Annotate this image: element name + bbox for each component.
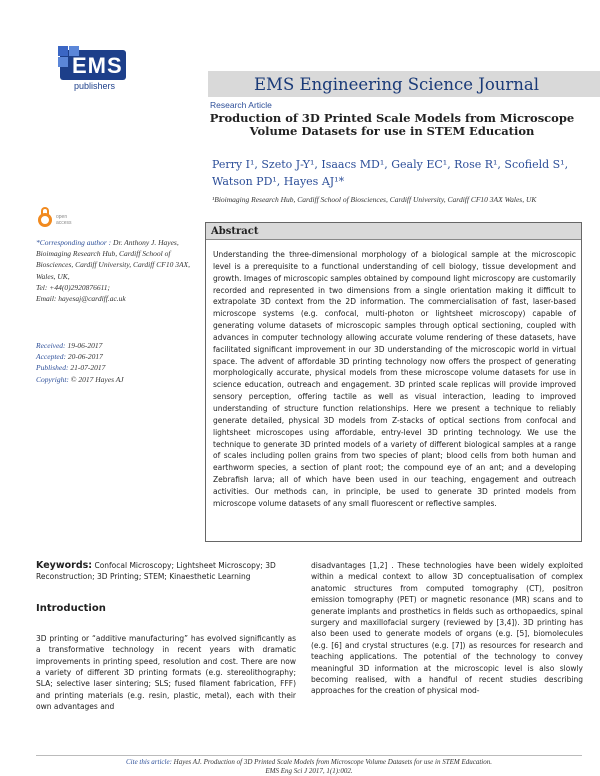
authors-line-2: Watson PD¹, Hayes AJ¹* <box>212 175 345 188</box>
abstract-heading: Abstract <box>206 223 581 240</box>
abstract-box <box>205 222 582 542</box>
author-list <box>212 156 582 190</box>
abstract-text: Understanding the three-dimensional morphology of a biological sample at the microscopic level is a prerequisite to a functional understanding of cell biology, tissue development and growth. Images of microscopic samples obtained by compound light microscopy are customarily recorded and represented in two dimensions from a single orientation making it difficult to extrapolate 3D context from the 2D information. The commercialisation of fast, laser-based microscope systems (e.g. confocal, multi-photon or lightsheet microscopy) capable of generating volume datasets of microscopic samples through optical sectioning, coupled with advances in computer technology allowing accurate volume rendering of these datasets, have facilitated significant improvement in our 3D understanding of the microscopic world in virtual space. The advent of affordable 3D printing technology now offers the prospect of generating morphologically accurate, physical models from these microscope volume datasets for use in science education, outreach and engagement. 3D printed scale replicas will provide improved sensory perception, offering tactile as well as visual interaction, leading to improved understanding of structure function relationships. Here we present a technique to reliably generate detailed, physical 3D models from Z-stacks of optical sections from confocal and lightsheet microscopes using affordable, entry-level 3D printing technology. We use the technique to generate 3D printed models of a variety of different biological samples at a range of scales including pollen grains from two species of plant; blood cells from both human and earthworm species, a section of plant root; the compound eye of an ant; and a developing Zebrafish larva; all of which have been used in our teaching, engagement and outreach activities. Our methods can, in principle, be used to generate 3D printed models from microscope volume datasets of any small fluorescent or reflective samples. <box>213 250 576 508</box>
corresponding-author-label: *Corresponding author : <box>36 238 112 247</box>
introduction-text: 3D printing or “additive manufacturing” has evolved significantly as a transformative technology in recent years with dramatic improvements in printing speed, resolution and cost. There are now a variety of different 3D printing formats (e.g. stereolithography; SLA; selective laser sintering; SLS; fused filament fabrication, FFF) and printing materials (e.g. resin, plastic, metal), each with their own advantages and <box>36 633 296 712</box>
open-access-icon <box>38 213 52 227</box>
journal-reference: EMS Eng Sci J 2017, 1(1):002. <box>265 767 353 775</box>
correspondence-block <box>36 237 194 304</box>
logo-subtitle: publishers <box>74 81 116 91</box>
right-column <box>311 560 583 697</box>
citation-footer <box>36 758 582 776</box>
copyright: Copyright: © 2017 Hayes AJ <box>36 374 124 384</box>
accepted-date: Accepted: 20-06-2017 <box>36 352 103 362</box>
keywords-label: Keywords: <box>36 560 93 571</box>
cite-text: Hayes AJ. Production of 3D Printed Scale Models from Microscope Volume Datasets for use in STEM Education. <box>171 758 492 766</box>
publisher-logo <box>58 50 128 94</box>
authors-line-1: Perry I¹, Szeto J-Y¹, Isaacs MD¹, Gealy EC¹, Rose R¹, Scofield S¹, <box>212 158 569 171</box>
affiliation: ¹Bioimaging Research Hub, Cardiff School of Biosciences, Cardiff University, Cardiff CF10 3AX Wales, UK <box>212 195 537 204</box>
article-title: Production of 3D Printed Scale Models from Microscope Volume Datasets for use in STEM Education <box>209 111 575 138</box>
introduction-heading: Introduction <box>36 602 106 614</box>
received-date: Received: 19-06-2017 <box>36 341 103 350</box>
journal-title: EMS Engineering Science Journal <box>254 75 540 94</box>
footer-divider <box>36 755 582 756</box>
email[interactable]: Email: hayesaj@cardiff.ac.uk <box>36 294 126 304</box>
telephone: Tel: +44(0)2920876611; <box>36 282 111 292</box>
article-type: Research Article <box>210 100 272 110</box>
body-text: disadvantages [1,2] . These technologies have been widely exploited within a medical context to allow 3D conceptualisation of complex anatomic structures from computed tomography (CT), positron emission tomography (PET) or magnetic resonance (MR) scans and to generate implants and prosthetics in fields such as orthopaedics, spinal surgery and maxillofacial surgery (reviewed by [3,4]). 3D printing has also been used to generate models of organs (e.g. [5], biomolecules (e.g. [6] and crystal structures (e.g. [7]) as resources for research and teaching applications. The potential of the technology to convey meaningful 3D information at the microscopic level is also slowly becoming realised, with a handful of recent studies describing approaches for the creation of physical mod- <box>311 561 583 696</box>
keywords <box>36 560 296 583</box>
open-access-badge <box>38 211 98 235</box>
logo-text: EMS <box>72 53 123 78</box>
published-date: Published: 21-07-2017 <box>36 363 106 373</box>
corresponding-author-text: Dr. Anthony J. Hayes, Bioimaging Research Hub, Cardiff School of Biosciences, Cardiff University, Cardiff CF10 3AX, Wales, UK, <box>36 238 191 281</box>
cite-label: Cite this article: <box>126 758 172 766</box>
article-dates <box>36 340 196 385</box>
open-access-text: open access <box>56 214 72 226</box>
keywords-text: Confocal Microscopy; Lightsheet Microscopy; 3D Reconstruction; 3D Printing; STEM; Kinaesthetic Learning <box>36 561 276 582</box>
left-column <box>36 560 296 713</box>
